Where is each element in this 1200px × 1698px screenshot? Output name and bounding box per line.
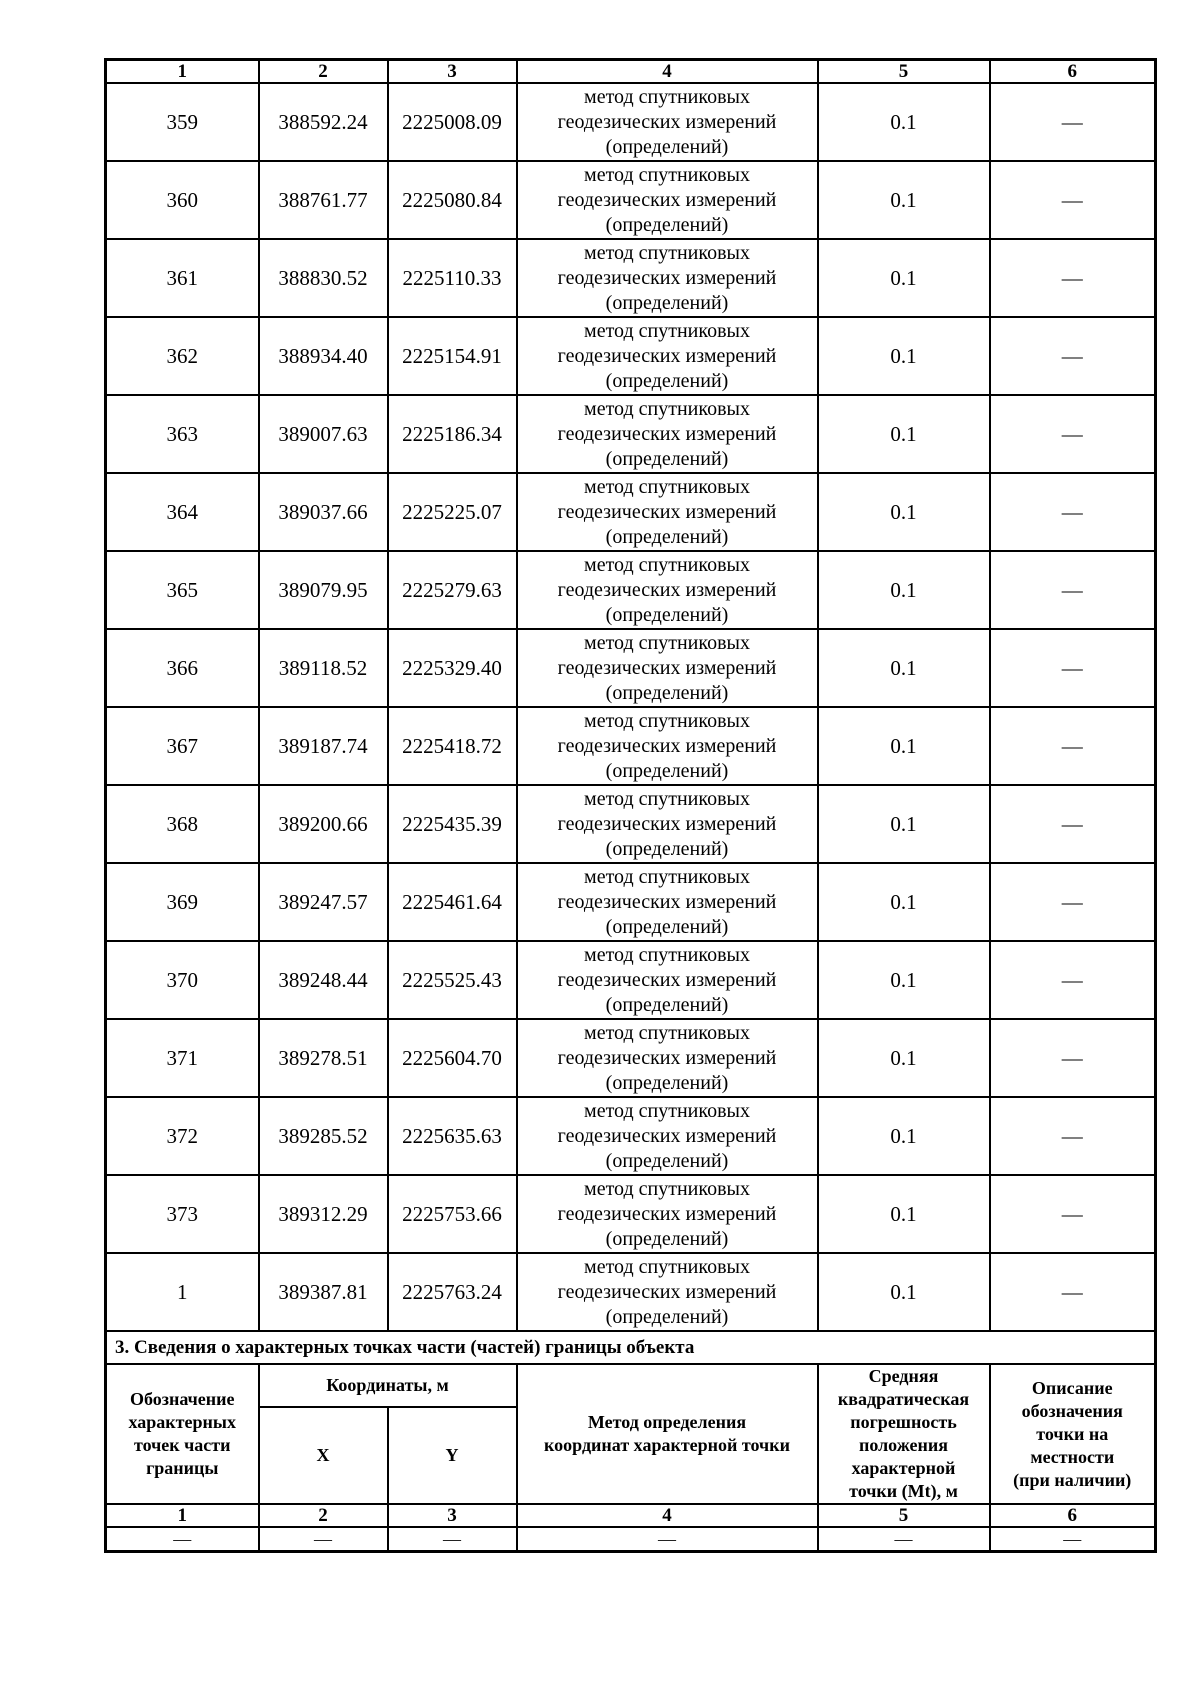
- header-coordinates: Координаты, м: [259, 1364, 517, 1407]
- x-coordinate-cell: 388761.77: [259, 161, 388, 239]
- method-cell: [517, 1253, 818, 1331]
- y-coordinate-cell: 2225753.66: [388, 1175, 517, 1253]
- method-line: метод спутниковых: [584, 319, 750, 342]
- x-coordinate-cell: 389200.66: [259, 785, 388, 863]
- mean-error-cell: 0.1: [818, 473, 990, 551]
- empty-cell: —: [106, 1527, 259, 1552]
- column-number-row: [106, 60, 1156, 84]
- description-cell: —: [990, 161, 1156, 239]
- section-3-column-number-row: [106, 1504, 1156, 1527]
- method-line: метод спутниковых: [584, 163, 750, 186]
- table-row: [106, 629, 1156, 707]
- description-cell: —: [990, 83, 1156, 161]
- method-line: геодезических измерений: [557, 266, 777, 289]
- header-line: Обозначение: [129, 1389, 235, 1409]
- x-coordinate-cell: 389387.81: [259, 1253, 388, 1331]
- section-3-title: 3. Сведения о характерных точках части (частей) границы объекта: [106, 1331, 1156, 1364]
- method-line: геодезических измерений: [557, 188, 777, 211]
- method-cell: [517, 395, 818, 473]
- description-cell: —: [990, 863, 1156, 941]
- description-cell: —: [990, 317, 1156, 395]
- x-coordinate-cell: 389187.74: [259, 707, 388, 785]
- point-number-cell: 362: [106, 317, 259, 395]
- method-line: геодезических измерений: [557, 1202, 777, 1225]
- point-number-cell: 364: [106, 473, 259, 551]
- header-line: квадратическая: [837, 1389, 970, 1409]
- method-cell: [517, 161, 818, 239]
- header-x: X: [259, 1407, 388, 1504]
- point-number-cell: 368: [106, 785, 259, 863]
- method-cell: [517, 83, 818, 161]
- point-number-cell: 361: [106, 239, 259, 317]
- description-cell: —: [990, 1019, 1156, 1097]
- column-number: 5: [818, 60, 990, 84]
- method-line: метод спутниковых: [584, 553, 750, 576]
- y-coordinate-cell: 2225635.63: [388, 1097, 517, 1175]
- table-row: [106, 863, 1156, 941]
- header-line: точки (Mt), м: [849, 1481, 958, 1501]
- description-cell: —: [990, 941, 1156, 1019]
- document-sheet: [104, 58, 1154, 1553]
- header-error: [818, 1364, 990, 1504]
- y-coordinate-cell: 2225080.84: [388, 161, 517, 239]
- y-coordinate-cell: 2225329.40: [388, 629, 517, 707]
- method-cell: [517, 707, 818, 785]
- table-row: [106, 1253, 1156, 1331]
- x-coordinate-cell: 389285.52: [259, 1097, 388, 1175]
- column-number: 5: [818, 1504, 990, 1527]
- column-number: 4: [517, 1504, 818, 1527]
- mean-error-cell: 0.1: [818, 551, 990, 629]
- y-coordinate-cell: 2225418.72: [388, 707, 517, 785]
- y-coordinate-cell: 2225225.07: [388, 473, 517, 551]
- table-row: [106, 83, 1156, 161]
- section-3-header-row: [106, 1364, 1156, 1407]
- empty-cell: —: [388, 1527, 517, 1552]
- header-line: Средняя: [868, 1366, 939, 1386]
- description-cell: —: [990, 785, 1156, 863]
- description-cell: —: [990, 473, 1156, 551]
- method-line: (определений): [605, 681, 729, 704]
- header-method: [517, 1364, 818, 1504]
- column-number: 2: [259, 1504, 388, 1527]
- method-line: метод спутниковых: [584, 1177, 750, 1200]
- method-line: метод спутниковых: [584, 1255, 750, 1278]
- y-coordinate-cell: 2225008.09: [388, 83, 517, 161]
- x-coordinate-cell: 388934.40: [259, 317, 388, 395]
- method-cell: [517, 629, 818, 707]
- method-line: геодезических измерений: [557, 344, 777, 367]
- empty-cell: —: [990, 1527, 1156, 1552]
- method-line: метод спутниковых: [584, 241, 750, 264]
- empty-cell: —: [259, 1527, 388, 1552]
- x-coordinate-cell: 388592.24: [259, 83, 388, 161]
- method-line: геодезических измерений: [557, 1124, 777, 1147]
- table-row: [106, 1019, 1156, 1097]
- mean-error-cell: 0.1: [818, 863, 990, 941]
- header-line: положения: [858, 1435, 949, 1455]
- header-line: точки на: [1036, 1423, 1109, 1444]
- header-line: координат характерной точки: [544, 1435, 790, 1455]
- section-3-title-row: [106, 1331, 1156, 1364]
- method-line: (определений): [605, 1227, 729, 1250]
- point-number-cell: 366: [106, 629, 259, 707]
- y-coordinate-cell: 2225435.39: [388, 785, 517, 863]
- mean-error-cell: 0.1: [818, 83, 990, 161]
- method-line: (определений): [605, 213, 729, 236]
- table-row: [106, 1097, 1156, 1175]
- method-line: (определений): [605, 369, 729, 392]
- y-coordinate-cell: 2225763.24: [388, 1253, 517, 1331]
- method-cell: [517, 785, 818, 863]
- section-3-empty-row: [106, 1527, 1156, 1552]
- method-line: геодезических измерений: [557, 110, 777, 133]
- table-row: [106, 707, 1156, 785]
- mean-error-cell: 0.1: [818, 707, 990, 785]
- point-number-cell: 373: [106, 1175, 259, 1253]
- point-number-cell: 371: [106, 1019, 259, 1097]
- description-cell: —: [990, 1175, 1156, 1253]
- point-number-cell: 367: [106, 707, 259, 785]
- description-cell: —: [990, 551, 1156, 629]
- method-line: метод спутниковых: [584, 709, 750, 732]
- mean-error-cell: 0.1: [818, 239, 990, 317]
- point-number-cell: 359: [106, 83, 259, 161]
- x-coordinate-cell: 389247.57: [259, 863, 388, 941]
- y-coordinate-cell: 2225525.43: [388, 941, 517, 1019]
- header-designation: [106, 1364, 259, 1504]
- method-cell: [517, 551, 818, 629]
- point-number-cell: 363: [106, 395, 259, 473]
- table-row: [106, 941, 1156, 1019]
- mean-error-cell: 0.1: [818, 1019, 990, 1097]
- table-row: [106, 395, 1156, 473]
- column-number: 1: [106, 60, 259, 84]
- method-line: геодезических измерений: [557, 578, 777, 601]
- method-line: метод спутниковых: [584, 943, 750, 966]
- method-cell: [517, 1019, 818, 1097]
- method-line: геодезических измерений: [557, 656, 777, 679]
- mean-error-cell: 0.1: [818, 629, 990, 707]
- header-line: (при наличии): [1013, 1469, 1132, 1490]
- header-line: обозначения: [1021, 1400, 1123, 1421]
- mean-error-cell: 0.1: [818, 1253, 990, 1331]
- x-coordinate-cell: 389312.29: [259, 1175, 388, 1253]
- description-cell: —: [990, 239, 1156, 317]
- mean-error-cell: 0.1: [818, 785, 990, 863]
- column-number: 3: [388, 1504, 517, 1527]
- mean-error-cell: 0.1: [818, 941, 990, 1019]
- method-line: метод спутниковых: [584, 787, 750, 810]
- header-line: местности: [1030, 1446, 1115, 1467]
- header-line: Описание: [1031, 1377, 1113, 1398]
- mean-error-cell: 0.1: [818, 161, 990, 239]
- method-cell: [517, 1175, 818, 1253]
- method-cell: [517, 473, 818, 551]
- x-coordinate-cell: 389248.44: [259, 941, 388, 1019]
- table-row: [106, 1175, 1156, 1253]
- empty-cell: —: [517, 1527, 818, 1552]
- header-line: Метод определения: [587, 1412, 747, 1432]
- method-line: метод спутниковых: [584, 85, 750, 108]
- method-cell: [517, 863, 818, 941]
- description-cell: —: [990, 395, 1156, 473]
- point-number-cell: 365: [106, 551, 259, 629]
- method-line: метод спутниковых: [584, 1021, 750, 1044]
- method-line: геодезических измерений: [557, 500, 777, 523]
- y-coordinate-cell: 2225279.63: [388, 551, 517, 629]
- column-number: 6: [990, 1504, 1156, 1527]
- description-cell: —: [990, 1253, 1156, 1331]
- header-line: характерной: [851, 1458, 956, 1478]
- mean-error-cell: 0.1: [818, 1175, 990, 1253]
- method-line: (определений): [605, 603, 729, 626]
- point-number-cell: 372: [106, 1097, 259, 1175]
- mean-error-cell: 0.1: [818, 317, 990, 395]
- method-line: (определений): [605, 1071, 729, 1094]
- header-line: точек части: [133, 1435, 231, 1455]
- method-cell: [517, 239, 818, 317]
- method-line: метод спутниковых: [584, 1099, 750, 1122]
- point-number-cell: 1: [106, 1253, 259, 1331]
- y-coordinate-cell: 2225110.33: [388, 239, 517, 317]
- method-line: метод спутниковых: [584, 475, 750, 498]
- column-number: 3: [388, 60, 517, 84]
- method-line: геодезических измерений: [557, 968, 777, 991]
- x-coordinate-cell: 389037.66: [259, 473, 388, 551]
- method-line: геодезических измерений: [557, 1046, 777, 1069]
- table-row: [106, 161, 1156, 239]
- column-number: 1: [106, 1504, 259, 1527]
- coordinates-table: [104, 58, 1157, 1553]
- method-cell: [517, 941, 818, 1019]
- method-line: геодезических измерений: [557, 422, 777, 445]
- empty-cell: —: [818, 1527, 990, 1552]
- x-coordinate-cell: 388830.52: [259, 239, 388, 317]
- y-coordinate-cell: 2225154.91: [388, 317, 517, 395]
- method-line: (определений): [605, 525, 729, 548]
- point-number-cell: 369: [106, 863, 259, 941]
- header-description: [990, 1364, 1156, 1504]
- method-line: геодезических измерений: [557, 1280, 777, 1303]
- method-line: метод спутниковых: [584, 865, 750, 888]
- x-coordinate-cell: 389007.63: [259, 395, 388, 473]
- x-coordinate-cell: 389118.52: [259, 629, 388, 707]
- description-cell: —: [990, 1097, 1156, 1175]
- column-number: 6: [990, 60, 1156, 84]
- method-line: (определений): [605, 915, 729, 938]
- table-row: [106, 473, 1156, 551]
- header-line: границы: [146, 1458, 219, 1478]
- method-line: (определений): [605, 447, 729, 470]
- point-number-cell: 360: [106, 161, 259, 239]
- table-row: [106, 239, 1156, 317]
- method-cell: [517, 317, 818, 395]
- x-coordinate-cell: 389278.51: [259, 1019, 388, 1097]
- method-line: геодезических измерений: [557, 890, 777, 913]
- table-row: [106, 551, 1156, 629]
- mean-error-cell: 0.1: [818, 1097, 990, 1175]
- y-coordinate-cell: 2225604.70: [388, 1019, 517, 1097]
- method-line: (определений): [605, 135, 729, 158]
- method-line: (определений): [605, 1305, 729, 1328]
- description-cell: —: [990, 707, 1156, 785]
- description-cell: —: [990, 629, 1156, 707]
- table-body: [106, 60, 1156, 1552]
- table-row: [106, 785, 1156, 863]
- method-line: (определений): [605, 291, 729, 314]
- mean-error-cell: 0.1: [818, 395, 990, 473]
- point-number-cell: 370: [106, 941, 259, 1019]
- method-line: (определений): [605, 993, 729, 1016]
- method-line: метод спутниковых: [584, 397, 750, 420]
- method-line: (определений): [605, 837, 729, 860]
- method-line: (определений): [605, 759, 729, 782]
- method-line: (определений): [605, 1149, 729, 1172]
- column-number: 4: [517, 60, 818, 84]
- method-line: геодезических измерений: [557, 734, 777, 757]
- method-line: геодезических измерений: [557, 812, 777, 835]
- y-coordinate-cell: 2225461.64: [388, 863, 517, 941]
- method-line: метод спутниковых: [584, 631, 750, 654]
- header-line: погрешность: [850, 1412, 957, 1432]
- method-cell: [517, 1097, 818, 1175]
- header-y: Y: [388, 1407, 517, 1504]
- header-line: характерных: [128, 1412, 236, 1432]
- y-coordinate-cell: 2225186.34: [388, 395, 517, 473]
- table-row: [106, 317, 1156, 395]
- x-coordinate-cell: 389079.95: [259, 551, 388, 629]
- column-number: 2: [259, 60, 388, 84]
